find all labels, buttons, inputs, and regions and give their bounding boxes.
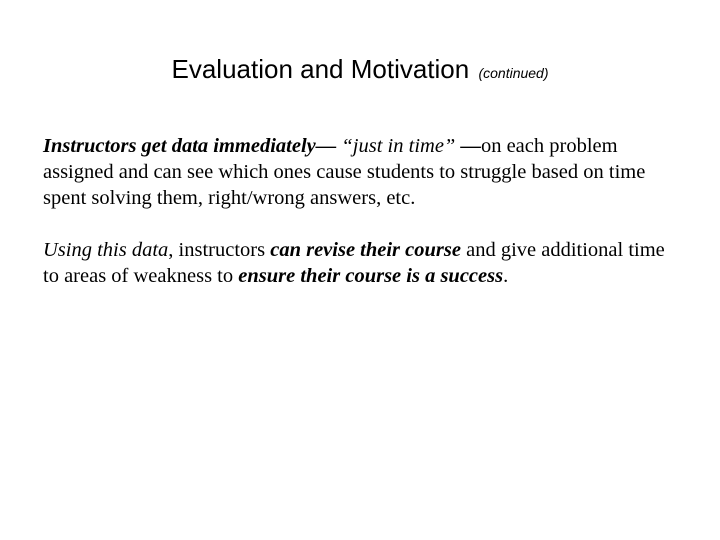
- title-suffix: (continued): [478, 65, 549, 81]
- emphasis-can-revise: can revise their course: [270, 239, 461, 261]
- paragraph-2-text-1: , instructors: [168, 239, 271, 261]
- emphasis-instructors-get-data: Instructors get data immediately: [43, 135, 316, 157]
- slide-title: [0, 52, 720, 90]
- paragraph-instructors-data: [43, 133, 683, 211]
- paragraph-2-period: .: [503, 265, 509, 287]
- paragraph-1-rest: on each problem assigned and can see which ones cause students to struggle based on time spent solving them, right/wrong answers, etc.: [43, 135, 646, 209]
- em-dash-1: —: [315, 135, 342, 157]
- emphasis-ensure-success: ensure their course is a success: [238, 265, 504, 287]
- emphasis-using-this-data: Using this data: [43, 239, 169, 261]
- paragraph-using-data: [43, 237, 683, 289]
- paragraph-2-text-2: and give additional time to areas of weakness to: [43, 239, 665, 287]
- slide-body: [43, 133, 683, 315]
- quote-just-in-time: “just in time”: [341, 135, 456, 157]
- em-dash-2: —: [455, 135, 481, 157]
- title-text: Evaluation and Motivation: [171, 54, 470, 84]
